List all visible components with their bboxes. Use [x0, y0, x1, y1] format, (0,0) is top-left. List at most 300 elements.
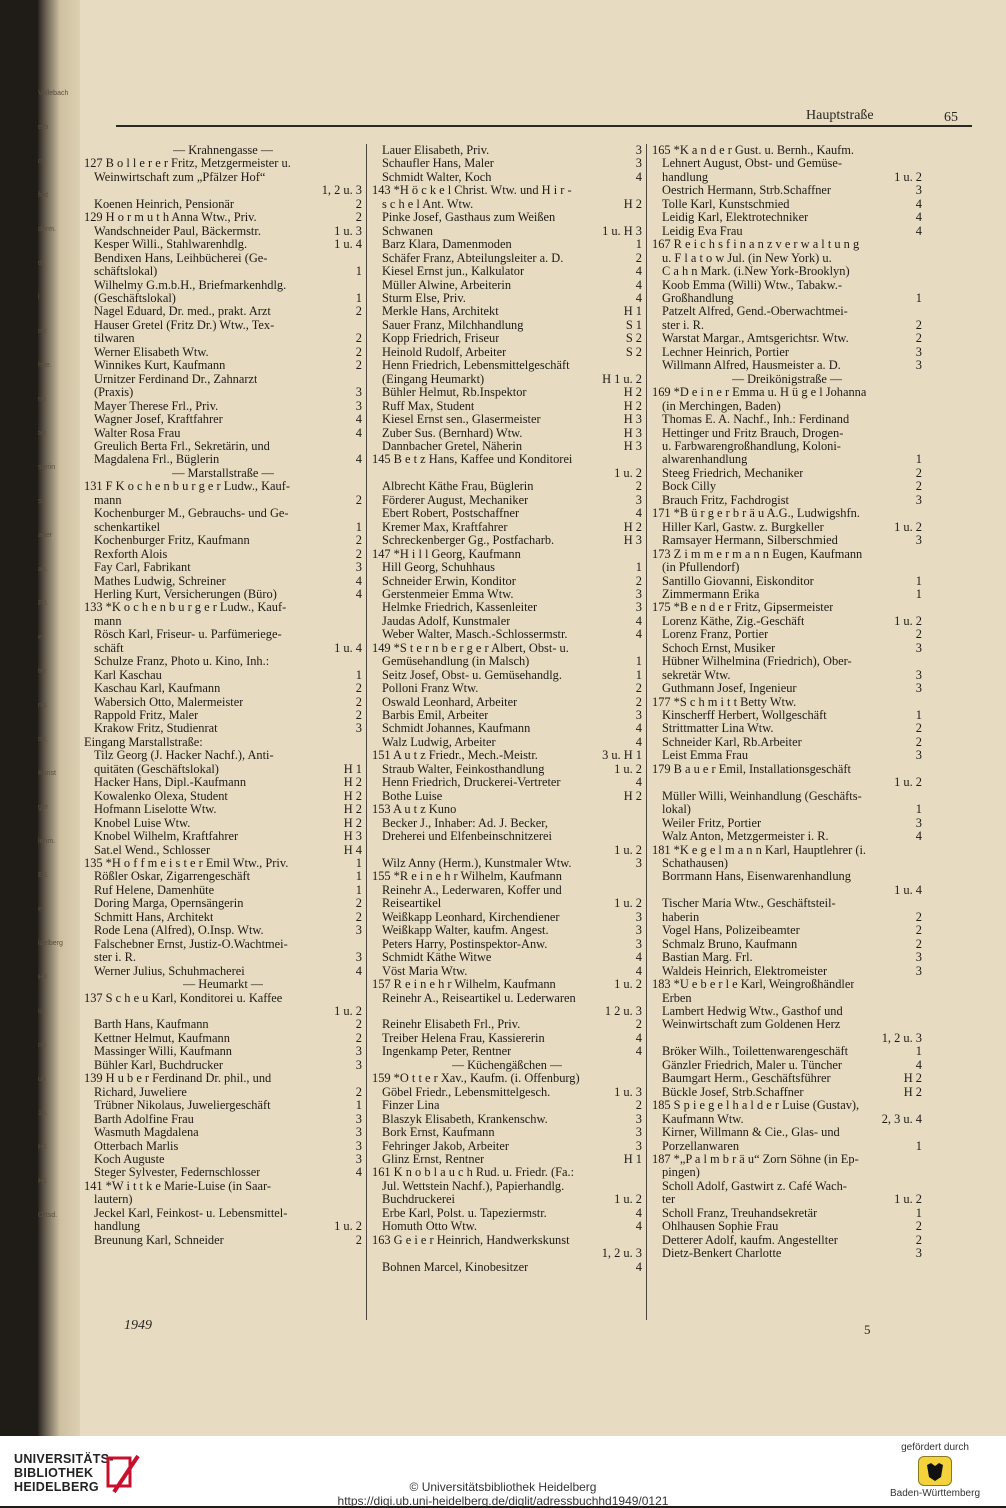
entry-text: Glinz Ernst, Rentner	[382, 1152, 485, 1166]
directory-entry	[372, 1018, 642, 1031]
floor-number: H 2	[343, 803, 362, 817]
entry-text: 173 Z i m m e r m a n n Eugen, Kaufmann	[652, 547, 863, 561]
floor-number: 4	[915, 197, 922, 211]
directory-entry	[652, 642, 922, 655]
directory-entry	[84, 924, 362, 937]
floor-number	[356, 992, 362, 1005]
entry-text: mann	[94, 614, 122, 628]
entry-text: Barth Adolfine Frau	[94, 1112, 194, 1126]
directory-entry	[652, 844, 922, 857]
entry-text: Knobel Luise Wtw.	[94, 816, 191, 830]
directory-entry	[372, 238, 642, 251]
directory-entry	[84, 588, 362, 601]
directory-entry	[652, 1247, 922, 1260]
street-heading	[652, 373, 922, 386]
floor-number: 4	[355, 964, 362, 978]
directory-entry	[372, 870, 642, 883]
floor-number: H 3	[343, 830, 362, 844]
entry-text: Ruf Helene, Damenhüte	[94, 883, 215, 897]
entry-text: Wandschneider Paul, Bäckermstr.	[94, 224, 261, 238]
entry-text: Lechner Heinrich, Portier	[662, 345, 789, 359]
logo-line: HEIDELBERG	[14, 1480, 99, 1494]
entry-text: Vöst Maria Wtw.	[382, 964, 468, 978]
floor-number	[916, 440, 922, 453]
floor-number: 3	[915, 749, 922, 763]
entry-text: Tischer Maria Wtw., Geschäftsteil-	[662, 897, 836, 911]
floor-number: 4	[635, 1045, 642, 1059]
entry-text: u. F l a t o w Jul. (in New York) u.	[662, 251, 832, 265]
directory-entry	[84, 911, 362, 924]
directory-entry	[84, 211, 362, 224]
column-1	[84, 144, 362, 1247]
viewer-footer	[0, 1436, 1006, 1506]
entry-text: Sat.el Wend., Schlosser	[94, 843, 211, 857]
entry-text: Kaufmann Wtw.	[662, 1112, 744, 1126]
directory-entry	[84, 655, 362, 668]
entry-text: Leist Emma Frau	[662, 749, 749, 763]
floor-number: 3	[915, 964, 922, 978]
directory-entry	[372, 507, 642, 520]
directory-entry	[652, 359, 922, 372]
directory-entry	[372, 225, 642, 238]
floor-number	[916, 1005, 922, 1018]
entry-text: Sturm Else, Priv.	[382, 291, 466, 305]
gutter-text: mi,	[38, 736, 48, 743]
entry-text: Scholl Franz, Treuhandsekretär	[662, 1206, 818, 1220]
entry-text: 171 *B ü r g e r b r ä u A.G., Ludwigshfn.	[652, 507, 860, 521]
entry-text: Weinwirtschaft zum Goldenen Herz	[662, 1018, 841, 1032]
directory-entry	[652, 992, 922, 1005]
entry-text: Kiesel Ernst sen., Glasermeister	[382, 413, 541, 427]
gutter-text: uh	[38, 1076, 46, 1083]
entry-text: Eingang Marstallstraße:	[84, 735, 203, 749]
floor-number: 4	[635, 507, 642, 521]
column-2	[372, 144, 642, 1274]
entry-text: 175 *B e n d e r Fritz, Gipsermeister	[652, 601, 834, 615]
floor-number: 2	[355, 345, 362, 359]
entry-text: Nagel Eduard, Dr. med., prakt. Arzt	[94, 305, 271, 319]
entry-text: Schneider Erwin, Konditor	[382, 574, 516, 588]
entry-text: Lorenz Käthe, Zig.-Geschäft	[662, 614, 805, 628]
entry-text: Schwanen	[382, 224, 433, 238]
entry-text: Scholl Adolf, Gastwirt z. Café Wach-	[662, 1179, 847, 1193]
entry-text: Hauser Gretel (Fritz Dr.) Wtw., Tex-	[94, 318, 275, 332]
gutter-text: sterin	[38, 464, 56, 471]
directory-entry	[84, 897, 362, 910]
directory-entry	[652, 211, 922, 224]
directory-entry	[372, 682, 642, 695]
directory-entry	[372, 978, 642, 991]
entry-text: Oswald Leonhard, Arbeiter	[382, 695, 518, 709]
permalink[interactable]: https://digi.ub.uni-heidelberg.de/diglit/adressbuchhd1949/0121	[337, 1494, 669, 1508]
floor-number	[636, 359, 642, 372]
directory-entry	[652, 1126, 922, 1139]
floor-number: 4	[915, 830, 922, 844]
floor-number: 2	[355, 910, 362, 924]
directory-entry	[372, 467, 642, 480]
floor-number: 4	[635, 735, 642, 749]
floor-number: 3	[915, 493, 922, 507]
directory-entry	[652, 157, 922, 170]
entry-text: Hill Georg, Schuhhaus	[382, 561, 495, 575]
floor-number: 1 u. 2	[614, 1193, 642, 1207]
entry-text: Seitz Josef, Obst- u. Gemüsehandlg.	[382, 668, 562, 682]
floor-number	[356, 1180, 362, 1193]
street-heading	[372, 1059, 642, 1072]
floor-number: 1 u. H 3	[602, 224, 642, 238]
directory-entry	[84, 615, 362, 628]
directory-entry	[372, 790, 642, 803]
floor-number	[636, 642, 642, 655]
floor-number: 3	[915, 816, 922, 830]
entry-text: Fehringer Jakob, Arbeiter	[382, 1139, 509, 1153]
entry-text: Merkle Hans, Architekt	[382, 305, 499, 319]
directory-entry	[652, 1032, 922, 1045]
directory-entry	[652, 1166, 922, 1179]
entry-text: Schreckenberger Gg., Postfacharb.	[382, 534, 555, 548]
floor-number: 2	[915, 1220, 922, 1234]
directory-entry	[652, 1113, 922, 1126]
directory-entry	[652, 749, 922, 762]
directory-entry	[84, 763, 362, 776]
entry-text: Zimmermann Erika	[662, 587, 760, 601]
entry-text: 153 A u t z Kuno	[372, 803, 457, 817]
directory-entry	[84, 1126, 362, 1139]
entry-text: Detterer Adolf, kaufm. Angestellter	[662, 1233, 838, 1247]
entry-text: Schulze Franz, Photo u. Kino, Inh.:	[94, 655, 270, 669]
entry-text: Wabersich Otto, Malermeister	[94, 695, 244, 709]
directory-entry	[372, 144, 642, 157]
entry-text: 137 S c h e u Karl, Konditorei u. Kaffee	[84, 991, 283, 1005]
directory-entry	[652, 790, 922, 803]
floor-number	[636, 884, 642, 897]
entry-text: Wilz Anny (Herm.), Kunstmaler Wtw.	[382, 857, 572, 871]
directory-entry	[652, 978, 922, 991]
floor-number: H 1 u. 2	[602, 372, 642, 386]
entry-text: Krakow Fritz, Studienrat	[94, 722, 218, 736]
street-heading	[84, 467, 362, 480]
entry-text: — Küchengäßchen —	[451, 1058, 563, 1072]
directory-entry	[372, 440, 642, 453]
floor-number	[916, 265, 922, 278]
entry-text: 147 *H i l l Georg, Kaufmann	[372, 547, 521, 561]
floor-number	[356, 279, 362, 292]
directory-entry	[372, 359, 642, 372]
directory-entry	[84, 749, 362, 762]
floor-number	[636, 817, 642, 830]
entry-text: Wasmuth Magdalena	[94, 1126, 199, 1140]
directory-entry	[652, 319, 922, 332]
column-3	[652, 144, 922, 1261]
directory-entry	[84, 1072, 362, 1085]
entry-text: Kiesel Ernst jun., Kalkulator	[382, 265, 525, 279]
floor-number	[636, 211, 642, 224]
directory-entry	[84, 1005, 362, 1018]
entry-text: Rößler Oskar, Zigarrengeschäft	[94, 870, 251, 884]
floor-number	[636, 992, 642, 1005]
directory-entry	[84, 265, 362, 278]
directory-entry	[84, 279, 362, 292]
floor-number: 1 u. 2	[894, 614, 922, 628]
floor-number	[916, 144, 922, 157]
entry-text: 129 H o r m u t h Anna Wtw., Priv.	[84, 211, 257, 225]
directory-entry	[372, 884, 642, 897]
directory-entry	[372, 1234, 642, 1247]
floor-number	[916, 844, 922, 857]
directory-entry	[372, 561, 642, 574]
entry-text: Otterbach Marlis	[94, 1139, 179, 1153]
entry-text: Henn Friedrich, Lebensmittelgeschäft	[382, 359, 570, 373]
floor-number: 3	[635, 1139, 642, 1153]
floor-number: 4	[635, 1220, 642, 1234]
entry-text: Trübner Nikolaus, Juweliergeschäft	[94, 1099, 271, 1113]
directory-entry	[652, 1180, 922, 1193]
entry-text: Lorenz Franz, Portier	[662, 628, 769, 642]
floor-number: 1	[355, 668, 362, 682]
directory-entry	[84, 965, 362, 978]
entry-text: Dannbacher Gretel, Näherin	[382, 439, 523, 453]
directory-entry	[372, 171, 642, 184]
street-heading	[84, 144, 362, 157]
entry-text: handlung	[94, 1220, 141, 1234]
entry-text: Gänzler Friedrich, Maler u. Tüncher	[662, 1058, 843, 1072]
directory-entry	[84, 1099, 362, 1112]
floor-number: 1	[355, 1099, 362, 1113]
directory-entry	[652, 1059, 922, 1072]
entry-text: Warstat Margar., Amtsgerichtsr. Wtw.	[662, 332, 849, 346]
directory-entry	[84, 1193, 362, 1206]
floor-number: 1	[915, 587, 922, 601]
entry-text: Großhandlung	[662, 291, 734, 305]
directory-entry	[372, 1207, 642, 1220]
gutter-text: o	[38, 158, 42, 165]
directory-entry	[84, 1220, 362, 1233]
entry-text: 131 F K o c h e n b u r g e r Ludw., Kauf-	[84, 480, 291, 494]
directory-entry	[372, 1261, 642, 1274]
directory-entry	[372, 696, 642, 709]
floor-number	[356, 601, 362, 614]
floor-number: H 1	[343, 762, 362, 776]
directory-entry	[372, 736, 642, 749]
entry-text: Schmidt Johannes, Kaufmann	[382, 722, 531, 736]
entry-text: 165 *K a n d e r Gust. u. Bernh., Kaufm.	[652, 144, 855, 157]
directory-entry	[652, 776, 922, 789]
directory-entry	[652, 951, 922, 964]
directory-entry	[652, 696, 922, 709]
directory-entry	[372, 1247, 642, 1260]
floor-number: 4	[635, 265, 642, 279]
entry-text: sekretär Wtw.	[662, 668, 731, 682]
entry-text: Barz Klara, Damenmoden	[382, 238, 512, 252]
directory-entry	[84, 494, 362, 507]
entry-text: Henn Friedrich, Druckerei-Vertreter	[382, 776, 561, 790]
directory-entry	[652, 1086, 922, 1099]
sponsor-name: Baden-Württemberg	[889, 1488, 981, 1499]
directory-entry	[372, 1072, 642, 1085]
logo-line: UNIVERSITÄTS-	[14, 1452, 114, 1466]
floor-number: H 2	[623, 520, 642, 534]
entry-text: Weißkapp Leonhard, Kirchendiener	[382, 910, 560, 924]
floor-number: 4	[355, 574, 362, 588]
directory-entry	[652, 601, 922, 614]
gutter-text: Vollebach	[38, 90, 69, 97]
directory-entry	[652, 669, 922, 682]
entry-text: Patzelt Alfred, Gend.-Oberwachtmei-	[662, 305, 848, 319]
floor-number: S 2	[625, 332, 642, 346]
directory-entry	[652, 494, 922, 507]
floor-number: H 2	[623, 197, 642, 211]
directory-entry	[372, 332, 642, 345]
footer-year: 1949	[124, 1318, 152, 1333]
entry-text: Weinwirtschaft zum „Pfälzer Hof“	[94, 170, 266, 184]
floor-number	[916, 870, 922, 883]
floor-number: 4	[635, 291, 642, 305]
floor-number: 3	[915, 951, 922, 965]
floor-number: 4	[355, 413, 362, 427]
floor-number: 3	[635, 1112, 642, 1126]
entry-text: Weißkapp Walter, kaufm. Angest.	[382, 924, 549, 938]
entry-text: Kochenburger M., Gebrauchs- und Ge-	[94, 507, 289, 521]
floor-number: H 3	[623, 426, 642, 440]
directory-entry	[84, 521, 362, 534]
floor-number	[636, 453, 642, 466]
directory-entry	[372, 669, 642, 682]
floor-number: 2	[635, 682, 642, 696]
directory-entry	[84, 548, 362, 561]
directory-entry	[652, 534, 922, 547]
entry-text: Schathausen)	[662, 857, 729, 871]
entry-text: Reinehr Elisabeth Frl., Priv.	[382, 1018, 521, 1032]
entry-text: ter	[662, 1193, 676, 1207]
floor-number: 2	[915, 480, 922, 494]
floor-number: 3	[355, 1139, 362, 1153]
entry-text: Walter Rosa Frau	[94, 426, 181, 440]
entry-text: Schäfer Franz, Abteilungsleiter a. D.	[382, 251, 564, 265]
floor-number	[636, 1234, 642, 1247]
directory-entry	[372, 413, 642, 426]
directory-entry	[84, 198, 362, 211]
directory-entry	[372, 857, 642, 870]
floor-number: 4	[635, 722, 642, 736]
floor-number: 3	[915, 534, 922, 548]
entry-text: Weber Walter, Masch.-Schlossermstr.	[382, 628, 568, 642]
floor-number: H 2	[343, 789, 362, 803]
floor-number: 2	[355, 305, 362, 319]
gutter-text: H3	[38, 974, 47, 981]
entry-text: Koob Emma (Willi) Wtw., Tabakw.-	[662, 278, 842, 292]
entry-text: Reiseartikel	[382, 897, 442, 911]
directory-entry	[372, 722, 642, 735]
floor-number: 1 u. 2	[894, 776, 922, 790]
directory-entry	[84, 400, 362, 413]
floor-number	[356, 1193, 362, 1206]
directory-entry	[84, 359, 362, 372]
entry-text: Bühler Karl, Buchdrucker	[94, 1058, 224, 1072]
floor-number: 1 u. 4	[334, 238, 362, 252]
entry-text: Falschebner Ernst, Justiz-O.Wachtmei-	[94, 937, 288, 951]
entry-text: Treiber Helena Frau, Kassiererin	[382, 1031, 545, 1045]
floor-number: 2	[915, 722, 922, 736]
floor-number: 4	[355, 453, 362, 467]
gutter-text: u.	[38, 1008, 44, 1015]
entry-text: 163 G e i e r Heinrich, Handwerkskunst	[372, 1233, 570, 1247]
gutter-text: ter	[38, 668, 47, 675]
directory-entry	[652, 561, 922, 574]
floor-number: 2	[355, 897, 362, 911]
directory-entry	[372, 951, 642, 964]
floor-number	[916, 696, 922, 709]
directory-entry	[84, 305, 362, 318]
directory-entry	[652, 1072, 922, 1085]
directory-entry	[372, 911, 642, 924]
entry-text: Borrmann Hans, Eisenwarenhandlung	[662, 870, 851, 884]
directory-entry	[652, 1018, 922, 1031]
floor-number: 1 u. 3	[614, 1085, 642, 1099]
floor-number: 2	[915, 318, 922, 332]
entry-text: 141 *W i t t k e Marie-Luise (in Saar-	[84, 1179, 272, 1193]
gutter-text: frat	[38, 192, 49, 199]
directory-entry	[372, 897, 642, 910]
floor-number	[356, 440, 362, 453]
entry-text: Jaudas Adolf, Kunstmaler	[382, 614, 511, 628]
entry-text: (Eingang Heumarkt)	[382, 372, 485, 386]
directory-entry	[372, 346, 642, 359]
entry-text: 187 *„P a l m b r ä u“ Zorn Söhne (in Ep-	[652, 1152, 859, 1166]
directory-entry	[652, 682, 922, 695]
entry-text: Lehnert August, Obst- und Gemüse-	[662, 157, 842, 171]
street-heading	[84, 978, 362, 991]
floor-number: 1	[355, 291, 362, 305]
directory-entry	[84, 803, 362, 816]
floor-number	[636, 803, 642, 816]
entry-text: tilwaren	[94, 332, 135, 346]
floor-number	[916, 857, 922, 870]
floor-number	[916, 238, 922, 251]
entry-text: (in Merchingen, Baden)	[662, 399, 781, 413]
entry-text: 169 *D e i n e r Emma u. H ü g e l Johanna	[652, 386, 867, 400]
entry-text: Lambert Hedwig Wtw., Gasthof und	[662, 1005, 843, 1018]
gutter-text: ader	[38, 532, 53, 539]
directory-entry	[84, 938, 362, 951]
directory-entry	[84, 1086, 362, 1099]
floor-number: S 2	[625, 345, 642, 359]
directory-entry	[84, 790, 362, 803]
directory-entry	[652, 830, 922, 843]
gutter-text: derm.	[38, 226, 56, 233]
entry-text: — Krahnengasse —	[172, 144, 274, 157]
directory-entry	[372, 1099, 642, 1112]
directory-entry	[84, 157, 362, 170]
directory-entry	[372, 1032, 642, 1045]
floor-number: 1 u. 2	[334, 1005, 362, 1018]
directory-entry	[372, 1086, 642, 1099]
floor-number	[636, 830, 642, 843]
directory-entry	[84, 1180, 362, 1193]
entry-text: Gemüsehandlung (in Malsch)	[382, 655, 530, 669]
directory-entry	[652, 467, 922, 480]
floor-number: 3	[355, 951, 362, 965]
entry-text: Ingenkamp Peter, Rentner	[382, 1045, 512, 1059]
entry-text: Knobel Wilhelm, Kraftfahrer	[94, 830, 239, 844]
entry-text: Kinscherff Herbert, Wollgeschäft	[662, 709, 827, 723]
entry-text: 151 A u t z Friedr., Mech.-Meistr.	[372, 749, 538, 763]
state-crest-icon	[918, 1456, 952, 1486]
floor-number: 2	[355, 493, 362, 507]
adjacent-page-gutter	[38, 0, 80, 1436]
floor-number: 4	[635, 614, 642, 628]
directory-entry	[372, 817, 642, 830]
floor-number	[636, 870, 642, 883]
